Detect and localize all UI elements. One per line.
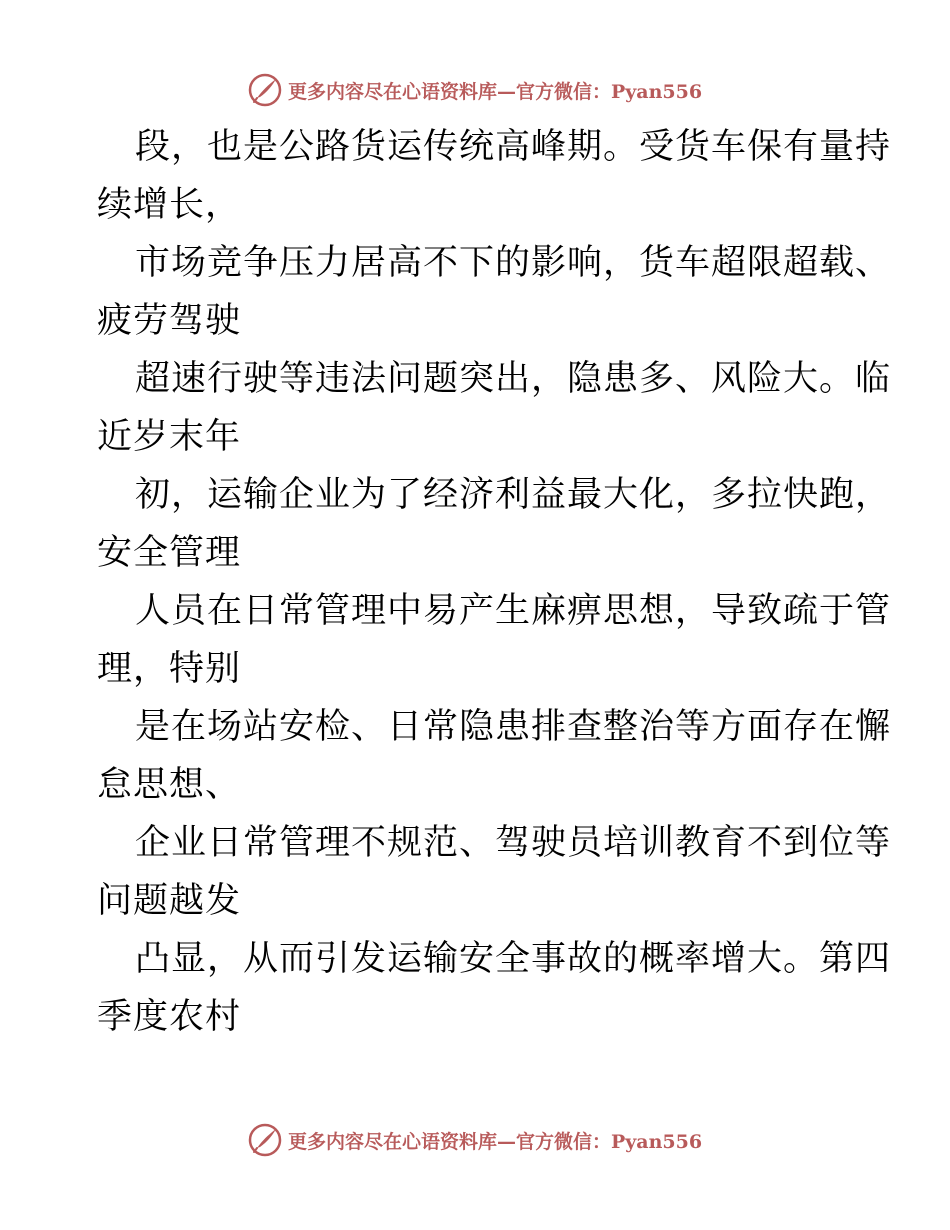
text-line: 近岁末年 [97, 417, 242, 457]
text-line: 问题越发 [97, 881, 242, 921]
text-line: 疲劳驾驶 [97, 301, 242, 341]
text-line: 续增长， [97, 185, 242, 225]
text-line: 企业日常管理不规范、驾驶员培训教育不到位等 [135, 823, 892, 863]
text-line: 人员在日常管理中易产生麻痹思想，导致疏于管 [135, 591, 892, 631]
header-banner-text: 更多内容尽在心语资料库—官方微信：Pyan556 [287, 80, 703, 103]
text-line: 安全管理 [97, 533, 242, 573]
text-line: 段，也是公路货运传统高峰期。受货车保有量持 [135, 127, 892, 167]
footer-banner-text: 更多内容尽在心语资料库—官方微信：Pyan556 [287, 1130, 703, 1153]
text-line: 理，特别 [97, 649, 242, 689]
text-line: 市场竞争压力居高不下的影响，货车超限超载、 [135, 243, 892, 283]
text-line: 怠思想、 [97, 765, 242, 805]
text-line: 初，运输企业为了经济利益最大化，多拉快跑， [135, 475, 892, 515]
document-body [97, 118, 892, 1046]
text-line: 超速行驶等违法问题突出，隐患多、风险大。临 [135, 359, 892, 399]
quill-pen-logo-icon [248, 1123, 282, 1157]
footer-banner [0, 1120, 950, 1160]
header-banner [0, 70, 950, 110]
text-line: 凸显，从而引发运输安全事故的概率增大。第四 [135, 939, 892, 979]
text-line: 季度农村 [97, 997, 242, 1037]
text-line: 是在场站安检、日常隐患排查整治等方面存在懈 [135, 707, 892, 747]
quill-pen-logo-icon [248, 73, 282, 107]
